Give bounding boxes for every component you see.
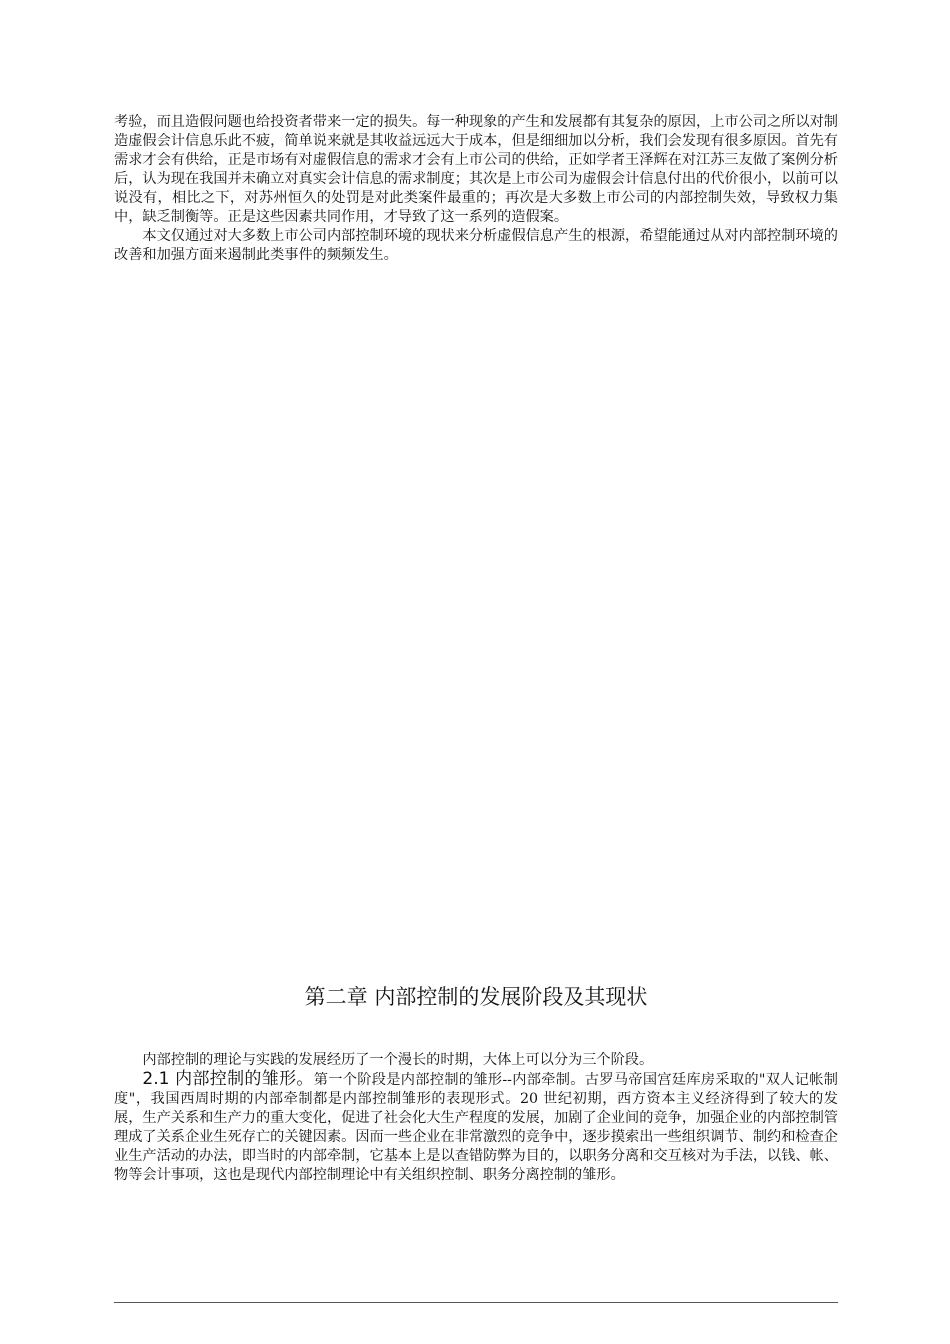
intro-paragraph-2: 本文仅通过对大多数上市公司内部控制环境的现状来分析虚假信息产生的根源，希望能通过从对内部控制环境的改善和加强方面来遏制此类事件的频频发生。 xyxy=(114,228,838,263)
section-heading: 2.1 内部控制的雏形。 xyxy=(142,1069,314,1089)
chapter-text-block xyxy=(114,1051,838,1185)
chapter-title: 第二章 内部控制的发展阶段及其现状 xyxy=(304,985,648,1009)
intro-paragraph-1: 考验，而且造假问题也给投资者带来一定的损失。每一种现象的产生和发展都有其复杂的原因，上市公司之所以对制造虚假会计信息乐此不疲，简单说来就是其收益远远大于成本，但是细细加以分析，我们会发现有很多原因。首先有需求才会有供给，正是市场有对虚假信息的需求才会有上市公司的供给，正如学者王泽辉在对江苏三友做了案例分析后，认为现在我国并未确立对真实会计信息的需求制度；其次是上市公司为虚假会计信息付出的代价很小，以前可以说没有，相比之下，对苏州恒久的处罚是对此类案件最重的；再次是大多数上市公司的内部控制失效，导致权力集中，缺乏制衡等。正是这些因素共同作用，才导致了这一系列的造假案。 xyxy=(114,114,838,225)
intro-text-block xyxy=(114,113,838,265)
footer-divider xyxy=(114,1302,838,1303)
section-body: 第一个阶段是内部控制的雏形--内部牵制。古罗马帝国宫廷库房采取的"双人记帐制度"，我国西周时期的内部牵制都是内部控制雏形的表现形式。20 世纪初期，西方资本主义经济得到了较大的发展，生产关系和生产力的重大变化，促进了社会化大生产程度的发展，加剧了企业间的竞争，加强企业的内部控制管理成了关系企业生死存亡的关键因素。因而一些企业在非常激烈的竞争中，逐步摸索出一些组织调节、制约和检查企业生产活动的办法，即当时的内部牵制，它基本上是以查错防弊为目的，以职务分离和交互核对为手法，以钱、帐、物等会计事项，这也是现代内部控制理论中有关组织控制、职务分离控制的雏形。 xyxy=(114,1072,838,1183)
section-paragraph xyxy=(114,1070,838,1185)
chapter-intro-paragraph: 内部控制的理论与实践的发展经历了一个漫长的时期，大体上可以分为三个阶段。 xyxy=(142,1052,654,1068)
